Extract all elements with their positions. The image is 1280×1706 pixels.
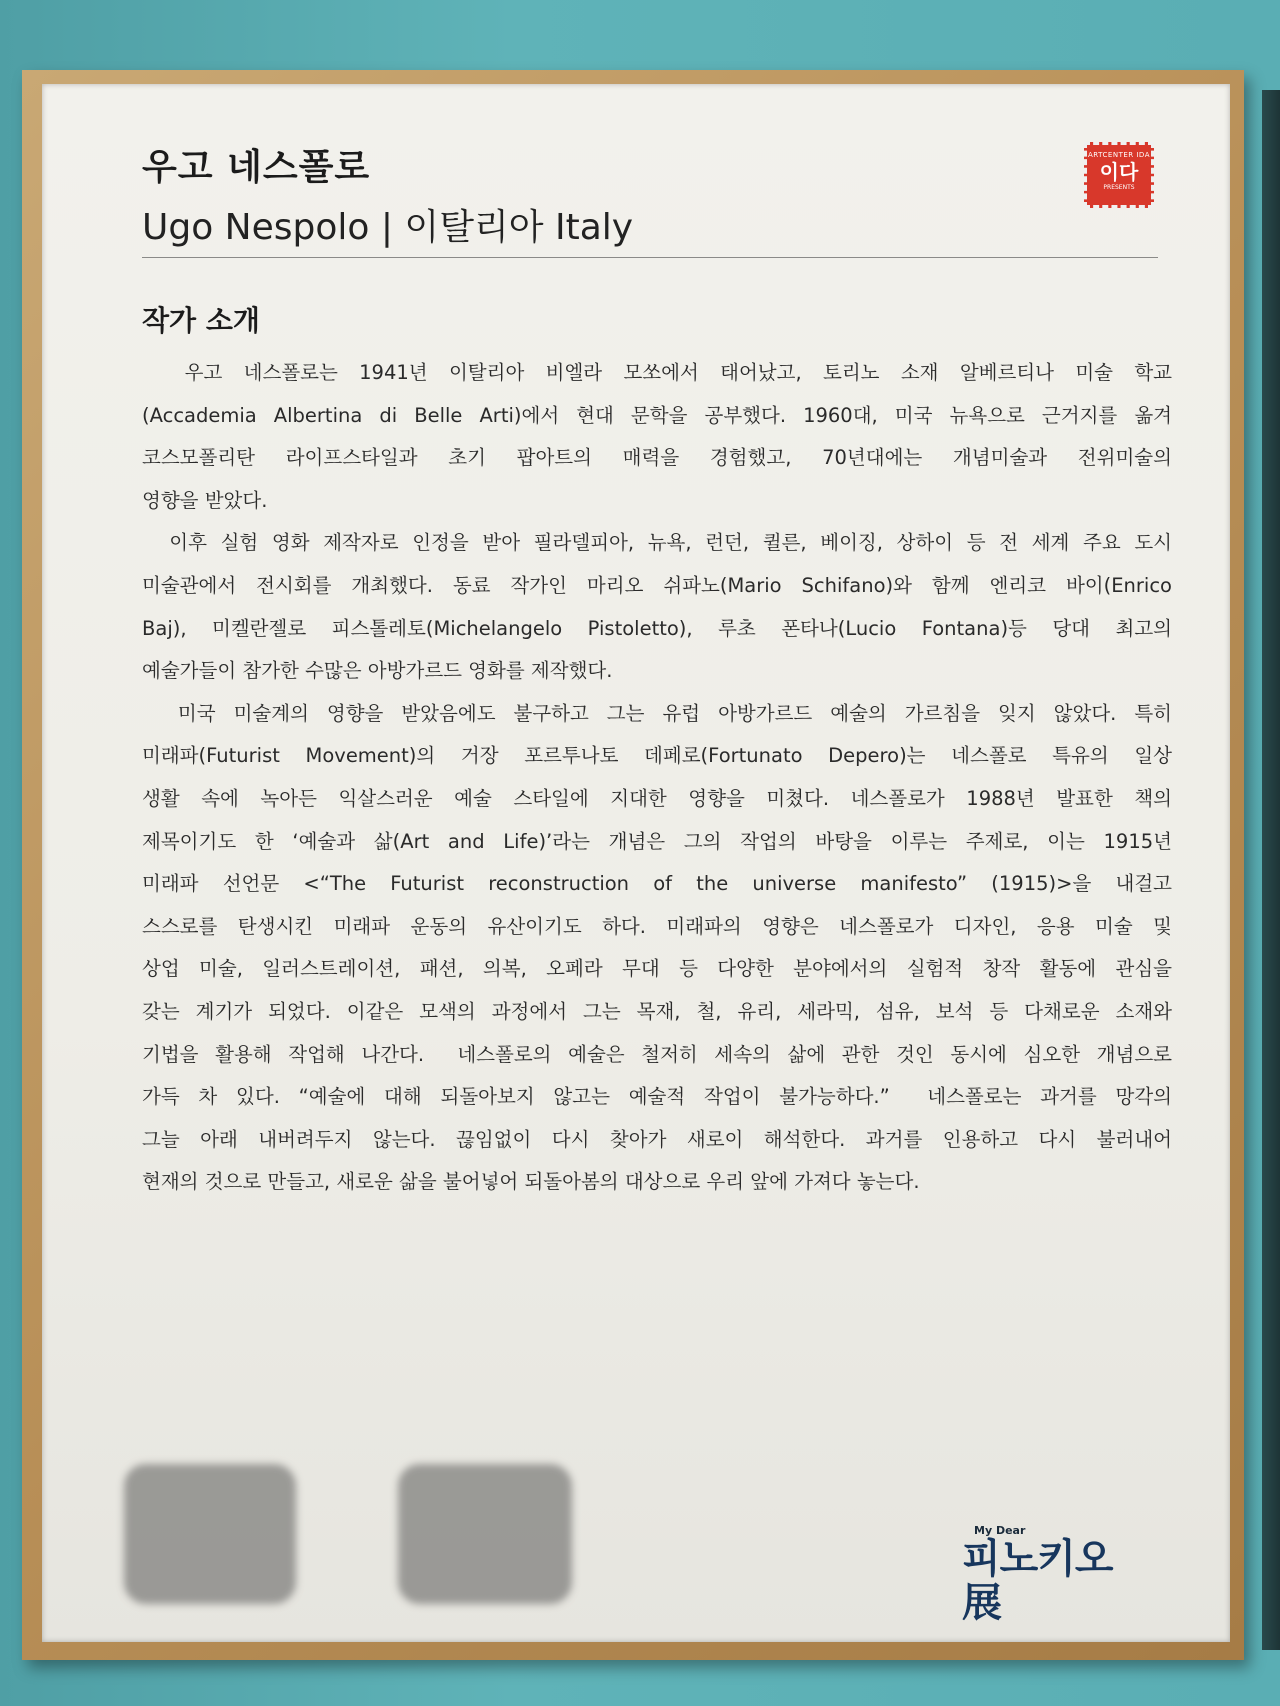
artist-name-english: Ugo Nespolo | 이탈리아 Italy <box>142 207 634 248</box>
exhibition-logo <box>962 1524 1132 1626</box>
section-title: 작가 소개 <box>142 304 260 337</box>
wooden-frame <box>22 70 1244 1660</box>
adjacent-frame-edge <box>1262 90 1280 1650</box>
text-line: 기법을 활용해 작업해 나간다. 네스폴로의 예술은 철저히 세속의 삶에 관한 것인 동시에 심오한 개념으로 <box>142 1042 1172 1066</box>
text-line: 현재의 것으로 만들고, 새로운 삶을 불어넣어 되돌아봄의 대상으로 우리 앞에 가져다 놓는다. <box>142 1170 920 1194</box>
text-line: 제목이기도 한 ‘예술과 삶(Art and Life)’라는 개념은 그의 작업의 바탕을 이루는 주제로, 이는 1915년 <box>142 829 1172 853</box>
info-panel <box>42 84 1230 1642</box>
visitor-shadow-left <box>124 1464 296 1604</box>
text-line: 상업 미술, 일러스트레이션, 패션, 의복, 오페라 무대 등 다양한 분야에서의 실험적 창작 활동에 관심을 <box>142 957 1172 981</box>
exhibition-logo-title: 피노키오展 <box>962 1536 1113 1626</box>
text-line: 코스모폴리탄 라이프스타일과 초기 팝아트의 매력을 경험했고, 70년대에는 개념미술과 전위미술의 <box>142 446 1172 470</box>
text-line: 예술가들이 참가한 수많은 아방가르드 영화를 제작했다. <box>142 659 613 683</box>
text-line: 생활 속에 녹아든 익살스러운 예술 스타일에 지대한 영향을 미쳤다. 네스폴로가 1988년 발표한 책의 <box>142 786 1172 810</box>
text-line: 갖는 계기가 되었다. 이같은 모색의 과정에서 그는 목재, 철, 유리, 세라믹, 섬유, 보석 등 다채로운 소재와 <box>142 999 1172 1023</box>
logo-top-text: ARTCENTER IDA <box>1088 151 1150 159</box>
logo-bottom-text: PRESENTS <box>1103 184 1135 191</box>
artist-name-korean: 우고 네스폴로 <box>142 147 371 188</box>
text-line: (Accademia Albertina di Belle Arti)에서 현대 문학을 공부했다. 1960대, 미국 뉴욕으로 근거지를 옮겨 <box>142 403 1172 427</box>
title-divider <box>142 257 1158 258</box>
exhibition-logo-small: My Dear <box>974 1524 1026 1537</box>
text-line: 미래파(Futurist Movement)의 거장 포르투나토 데페로(Fortunato Depero)는 네스폴로 특유의 일상 <box>142 744 1172 768</box>
text-line: 미술관에서 전시회를 개최했다. 동료 작가인 마리오 쉬파노(Mario Schifano)와 함께 엔리코 바이(Enrico <box>142 573 1172 597</box>
text-line: 우고 네스폴로는 1941년 이탈리아 비엘라 모쏘에서 태어났고, 토리노 소재 알베르티나 미술 학교 <box>142 361 1172 384</box>
text-line: Baj), 미켈란젤로 피스톨레토(Michelangelo Pistoletto), 루초 폰타나(Lucio Fontana)등 당대 최고의 <box>142 616 1172 640</box>
text-line: 미국 미술계의 영향을 받았음에도 불구하고 그는 유럽 아방가르드 예술의 가르침을 잊지 않았다. 특히 <box>142 701 1172 725</box>
visitor-shadow-right <box>398 1464 572 1604</box>
logo-main-text: 이다 <box>1099 160 1139 184</box>
artcenter-ida-logo <box>1084 142 1154 208</box>
artist-introduction <box>142 352 1172 1204</box>
text-line: 그늘 아래 내버려두지 않는다. 끊임없이 다시 찾아가 새로이 해석한다. 과거를 인용하고 다시 불러내어 <box>142 1127 1172 1151</box>
text-line: 미래파 선언문 <“The Futurist reconstruction of the universe manifesto” (1915)>을 내걸고 <box>142 872 1172 896</box>
text-line: 이후 실험 영화 제작자로 인정을 받아 필라델피아, 뉴욕, 런던, 퀼른, 베이징, 상하이 등 전 세계 주요 도시 <box>142 531 1172 555</box>
text-line: 가득 차 있다. “예술에 대해 되돌아보지 않고는 예술적 작업이 불가능하다.” 네스폴로는 과거를 망각의 <box>142 1085 1172 1109</box>
text-line: 영향을 받았다. <box>142 488 268 512</box>
text-line: 스스로를 탄생시킨 미래파 운동의 유산이기도 하다. 미래파의 영향은 네스폴로가 디자인, 응용 미술 및 <box>142 914 1172 938</box>
